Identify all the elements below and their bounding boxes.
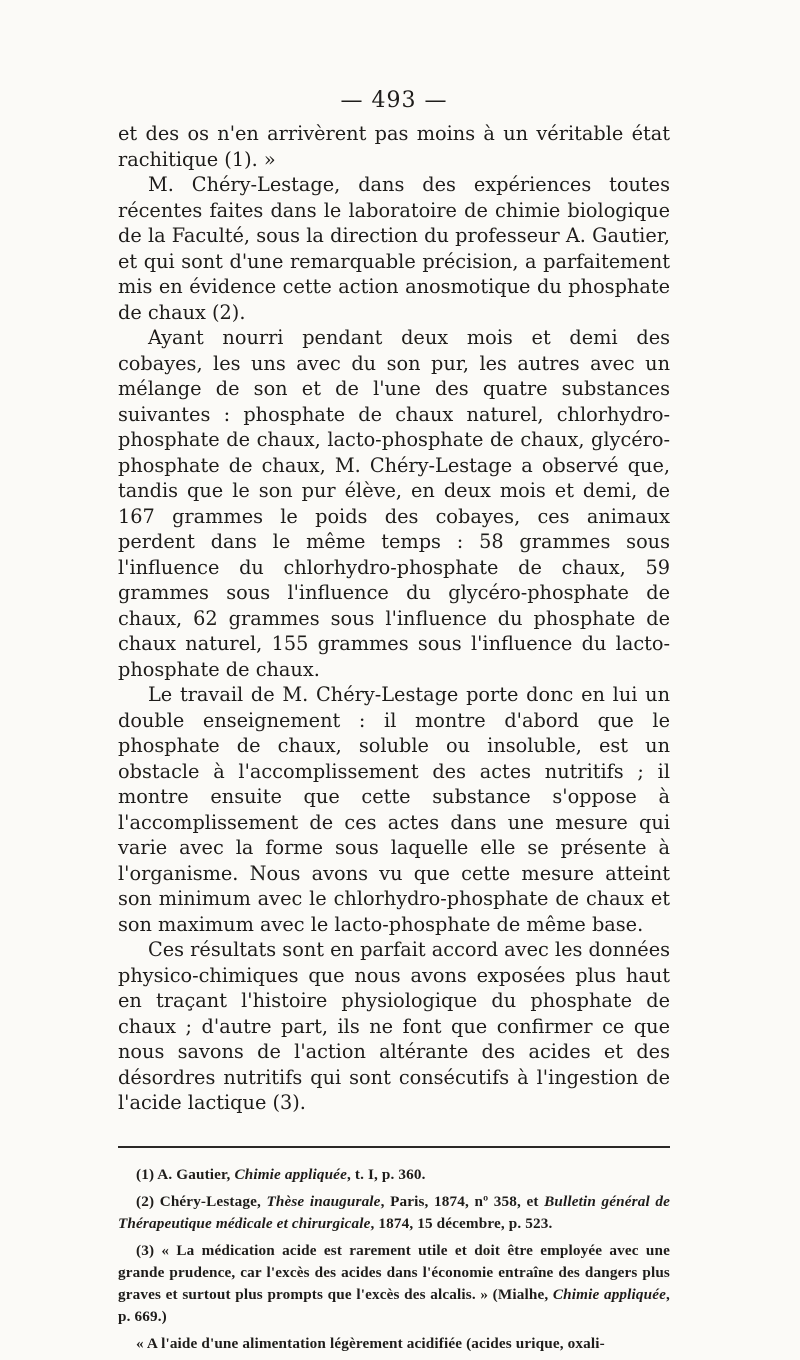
paragraph-resultats: Ces résultats sont en parfait accord avec les données physico-chimiques que nous avons exposées plus haut en traçant l'histoire physiologique du phosphate de chaux ; d'autre part, ils ne font que confirmer ce que nous savons de l'action altérante des acides et des désordres nutritifs qui sont consécutifs à l'ingestion de l'acide lactique (3).	[118, 938, 671, 1114]
footnote-2-text: (2) Chéry-Lestage,	[136, 1192, 267, 1210]
footnote-2-middle: , Paris, 1874, nº 358, et	[380, 1192, 545, 1210]
footnote-2-ref: , 1874, 15 décembre, p. 523.	[370, 1214, 553, 1232]
page-number: — 493 —	[340, 88, 448, 113]
footnote-2-journal: Bulletin général de Thérapeutique médicale et chirurgicale	[118, 1192, 671, 1232]
footnote-1-ref: , t. I, p. 360.	[346, 1165, 426, 1183]
footnote-2	[118, 1191, 670, 1235]
paragraph-continuation: et des os n'en arrivèrent pas moins à un véritable état rachitique (1). »	[118, 122, 670, 171]
footnote-3-text: (3) « La médication acide est rarement utile et doit être employée avec une grande prudence, car l'excès des acides dans l'économie entraîne des dangers plus graves et surtout plus prompts que l'excès des alcalis. » (Mialhe,	[118, 1241, 670, 1303]
footnotes	[118, 1164, 670, 1355]
footnote-3-title: Chimie appliquée	[552, 1285, 667, 1303]
footnote-1-text: (1) A. Gautier,	[136, 1165, 235, 1183]
paragraph-travail: Le travail de M. Chéry-Lestage porte donc en lui un double enseignement : il montre d'abord que le phosphate de chaux, soluble ou insoluble, est un obstacle à l'accomplissement des actes nutritifs ; il montre ensuite que cette substance s'oppose à l'accomplissement de ces actes dans une mesure qui varie avec la forme sous laquelle elle se présente à l'organisme. Nous avons vu que cette mesure atteint son minimum avec le chlorhydro-phosphate de chaux et son maximum avec le lacto-phosphate de même base.	[118, 683, 670, 936]
paragraph-cobayes: Ayant nourri pendant deux mois et demi des cobayes, les uns avec du son pur, les autres avec un mélange de son et de l'une des quatre substances suivantes : phosphate de chaux naturel, chlorhydro-phosphate de chaux, lacto-phosphate de chaux, glycéro-phosphate de chaux, M. Chéry-Lestage a observé que, tandis que le son pur élève, en deux mois et demi, de 167 grammes le poids des cobayes, ces animaux perdent dans le même temps : 58 grammes sous l'influence du chlorhydro-phosphate de chaux, 59 grammes sous l'influence du glycéro-phosphate de chaux, 62 grammes sous l'influence du phosphate de chaux naturel, 155 grammes sous l'influence du lacto-phosphate de chaux.	[118, 326, 670, 681]
footnote-2-title: Thèse inaugurale	[266, 1192, 381, 1210]
footnote-1-title: Chimie appliquée	[234, 1165, 347, 1183]
footnote-1	[118, 1164, 670, 1186]
book-page	[118, 88, 670, 1360]
footnote-3-continuation: « A l'aide d'une alimentation légèrement acidifiée (acides urique, oxali-	[136, 1334, 605, 1352]
footnote-3-ref: , p. 669.)	[118, 1285, 670, 1325]
footnote-divider	[118, 1146, 670, 1148]
body-text	[118, 121, 670, 1116]
footnote-3	[118, 1240, 670, 1328]
paragraph-chery-lestage: M. Chéry-Lestage, dans des expériences toutes récentes faites dans le laboratoire de chimie biologique de la Faculté, sous la direction du professeur A. Gautier, et qui sont d'une remarquable précision, a parfaitement mis en évidence cette action anosmotique du phosphate de chaux (2).	[118, 173, 670, 324]
